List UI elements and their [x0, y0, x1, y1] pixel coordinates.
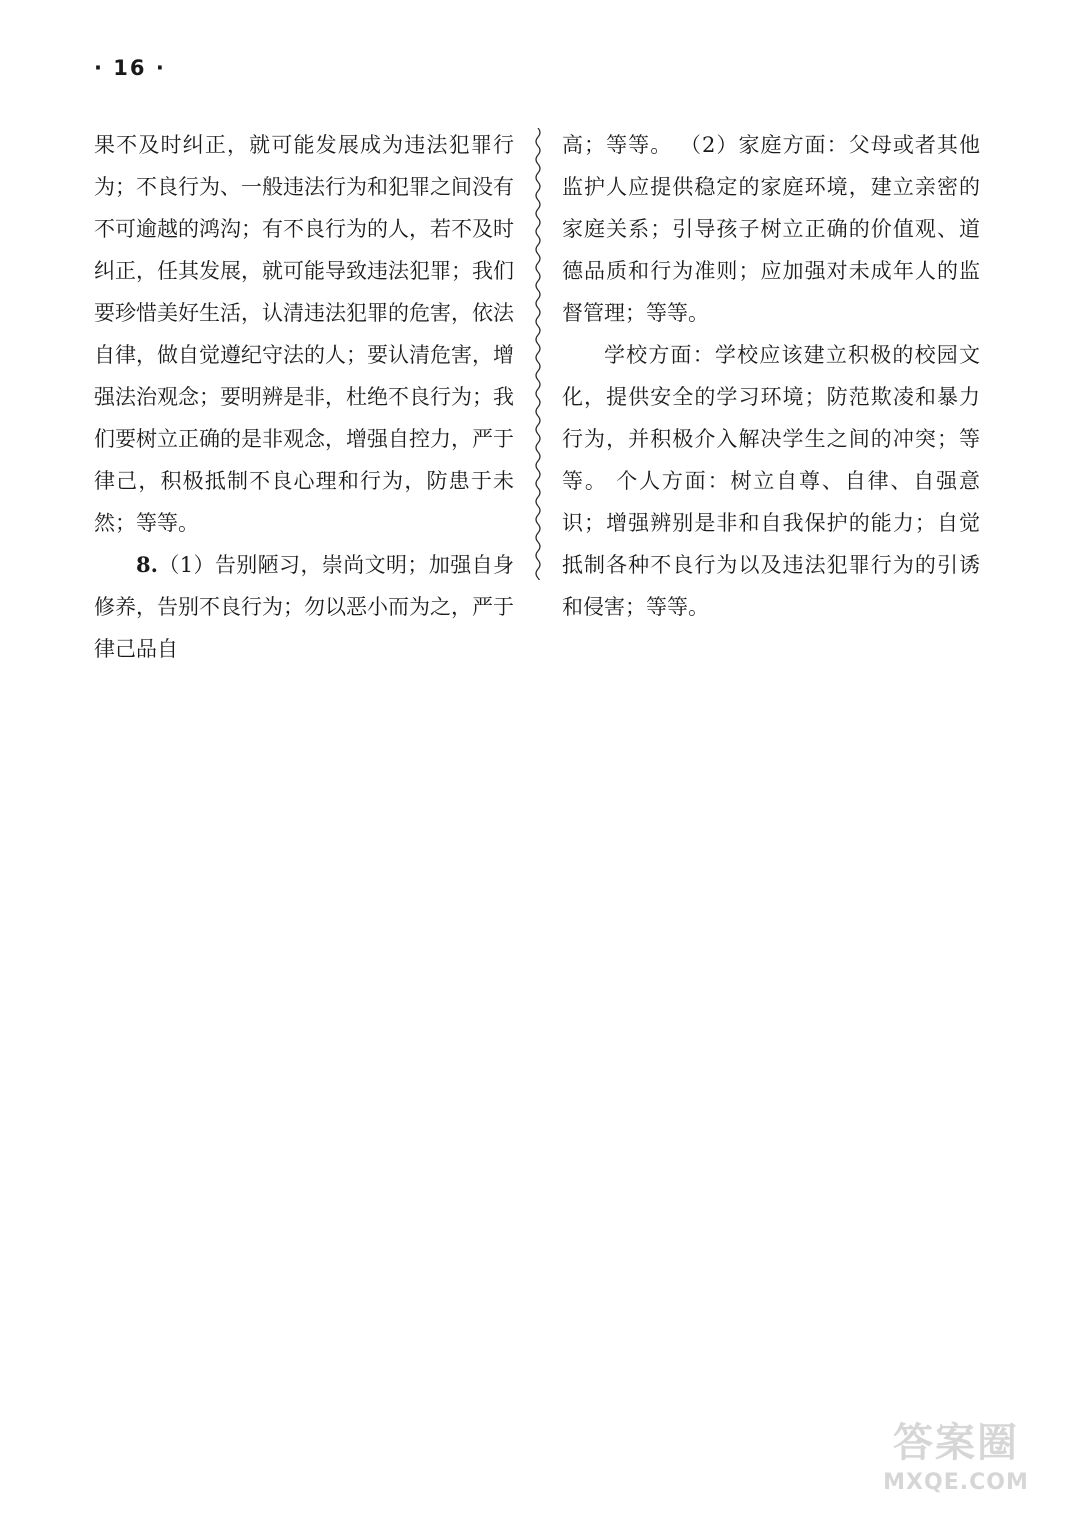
watermark-logo-text: 答案圈 — [893, 1420, 1019, 1466]
page-number: · 16 · — [94, 56, 166, 80]
right-column — [562, 124, 980, 628]
left-column — [94, 124, 514, 670]
watermark-url: MXQE.COM — [883, 1470, 1029, 1495]
answer-8-continued-paragraph: 高；等等。 （2）家庭方面：父母或者其他监护人应提供稳定的家庭环境，建立亲密的家庭关系；引导孩子树立正确的价值观、道德品质和行为准则；应加强对未成年人的监督管理；等等。 — [562, 133, 980, 325]
question-number-8: 8. — [136, 552, 158, 577]
watermark-logo — [881, 1418, 1031, 1514]
column-divider — [528, 128, 548, 580]
answer-8-text: （1）告别陋习，崇尚文明；加强自身修养，告别不良行为；勿以恶小而为之，严于律己品自 — [94, 553, 514, 661]
school-and-personal-paragraph: 学校方面：学校应该建立积极的校园文化，提供安全的学习环境；防范欺凌和暴力行为，并积极介入解决学生之间的冲突；等等。 个人方面：树立自尊、自律、自强意识；增强辨别是非和自我保护的能力；自觉抵制各种不良行为以及违法犯罪行为的引诱和侵害；等等。 — [562, 343, 980, 619]
answer-8-paragraph — [94, 544, 514, 670]
answer-paragraph-7-continued: 果不及时纠正，就可能发展成为违法犯罪行为；不良行为、一般违法行为和犯罪之间没有不可逾越的鸿沟；有不良行为的人，若不及时纠正，任其发展，就可能导致违法犯罪；我们要珍惜美好生活，认清违法犯罪的危害，依法自律，做自觉遵纪守法的人；要认清危害，增强法治观念；要明辨是非，杜绝不良行为；我们要树立正确的是非观念，增强自控力，严于律己，积极抵制不良心理和行为，防患于未然；等等。 — [94, 133, 514, 535]
